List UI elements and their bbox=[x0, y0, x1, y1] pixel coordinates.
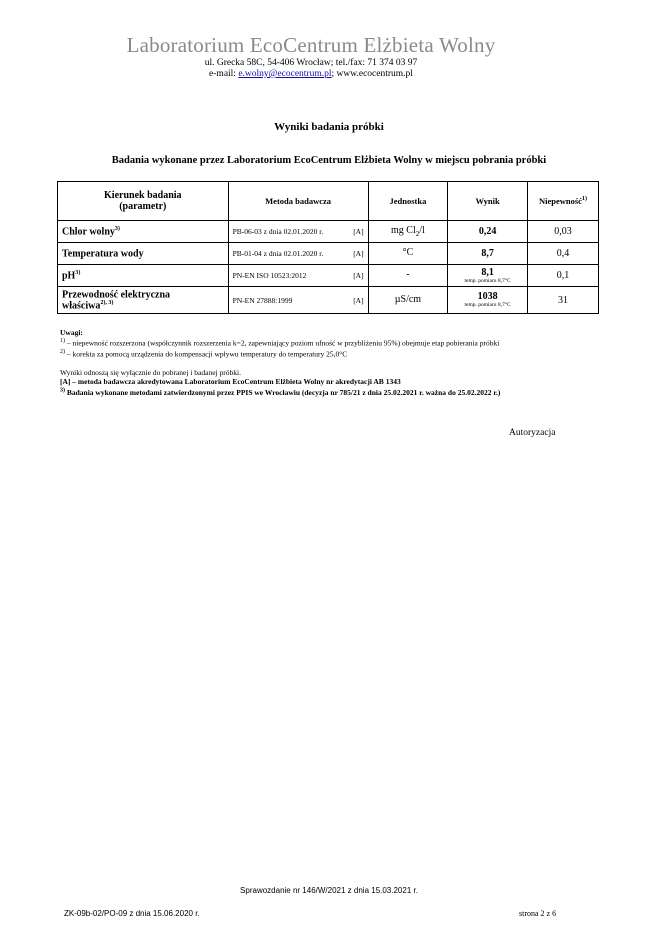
header-unit: Jednostka bbox=[368, 182, 448, 221]
result-value: 8,7 bbox=[481, 247, 494, 259]
row-unit: °C bbox=[368, 243, 448, 265]
method-name: PN-EN ISO 10523:2012 bbox=[232, 271, 307, 280]
row-result bbox=[448, 287, 528, 314]
report-number: Sprawozdanie nr 146/W/2021 z dnia 15.03.2021 r. bbox=[240, 886, 418, 895]
authorization-label: Autoryzacja bbox=[509, 428, 556, 438]
row-result bbox=[448, 221, 528, 243]
row-uncertainty: 31 bbox=[527, 287, 598, 314]
row-method bbox=[228, 221, 368, 243]
method-name: PN-EN 27888:1999 bbox=[232, 295, 293, 305]
row-uncertainty: 0,4 bbox=[527, 243, 598, 265]
lab-contact bbox=[0, 58, 622, 80]
result-value: 1038 bbox=[477, 291, 498, 302]
row-method bbox=[228, 265, 368, 287]
row-parameter: Przewodność elektryczna właściwa$^{2), 3)}$ bbox=[58, 287, 229, 314]
header-parameter: Kierunek badania (parametr) bbox=[58, 182, 229, 221]
lab-name: Laboratorium EcoCentrum Elżbieta Wolny bbox=[126, 33, 496, 57]
result-note: temp. pomiaru 8,7°C bbox=[464, 302, 511, 308]
row-parameter: Temperatura wody bbox=[58, 243, 229, 265]
method-name: PB-06-03 z dnia 02.01.2020 r. bbox=[232, 227, 324, 236]
form-code: ZK-09b-02/PO-09 z dnia 15.06.2020 r. bbox=[64, 909, 200, 918]
note-3: $^{3)}$ Badania wykonane metodami zatwierdzonymi przez PPIS we Wrocławiu (decyzja nr 785/21 z dnia 25.02.2021 r. ważna do 25.02.2022 r.) bbox=[60, 387, 501, 397]
row-uncertainty: 0,03 bbox=[527, 221, 598, 243]
results-table bbox=[57, 181, 599, 314]
row-unit: µS/cm bbox=[368, 287, 448, 314]
notes bbox=[60, 328, 600, 397]
result-note: temp. pomiaru 8,7°C bbox=[464, 277, 511, 284]
accreditation-mark: [A] bbox=[353, 249, 364, 258]
table-row bbox=[58, 243, 599, 265]
row-method bbox=[228, 287, 368, 314]
header-result: Wynik bbox=[448, 182, 528, 221]
row-parameter: $pH^{3)}$ bbox=[58, 265, 229, 287]
header-uncertainty: Niepewność$^{1)}$ bbox=[527, 182, 598, 221]
accreditation-mark: [A] bbox=[353, 295, 364, 305]
accreditation-note: [A] – metoda badawcza akredytowana Laboratorium EcoCentrum Elżbieta Wolny nr akredytacji AB 1343 bbox=[60, 377, 401, 386]
page-subtitle: Badania wykonane przez Laboratorium EcoCentrum Elżbieta Wolny w miejscu pobrania próbki bbox=[111, 155, 547, 166]
row-method bbox=[228, 243, 368, 265]
row-unit: mg $Cl_2/l$ bbox=[368, 221, 448, 243]
page-number: strona 2 z 6 bbox=[519, 909, 557, 918]
page-title: Wyniki badania próbki bbox=[274, 121, 384, 133]
table-row bbox=[58, 221, 599, 243]
table-row bbox=[58, 287, 599, 314]
lab-email-line bbox=[0, 69, 622, 80]
lab-address: ul. Grecka 58C, 54-406 Wrocław; tel./fax: 71 374 03 97 bbox=[204, 58, 418, 68]
header-method: Metoda badawcza bbox=[228, 182, 368, 221]
result-value: 8,1 bbox=[481, 266, 494, 278]
row-result bbox=[448, 265, 528, 287]
row-parameter: Chlor wolny$^{3)}$ bbox=[58, 221, 229, 243]
website: ; www.ecocentrum.pl bbox=[331, 69, 413, 79]
row-uncertainty: 0,1 bbox=[527, 265, 598, 287]
accreditation-mark: [A] bbox=[353, 227, 364, 236]
email-link[interactable]: e.wolny@ecocentrum.pl bbox=[238, 69, 332, 79]
result-value: 0,24 bbox=[478, 225, 497, 237]
table-row bbox=[58, 265, 599, 287]
results-info: Wyniki odnoszą się wyłącznie do pobranej i badanej próbki. bbox=[60, 368, 241, 377]
note-2: $^{2)}$ – korekta za pomocą urządzenia do kompensacji wpływu temperatury do temperatury 25,0°C bbox=[60, 348, 348, 358]
accreditation-mark: [A] bbox=[353, 271, 364, 280]
notes-heading: Uwagi: bbox=[60, 328, 83, 337]
method-name: PB-01-04 z dnia 02.01.2020 r. bbox=[232, 249, 324, 258]
row-result bbox=[448, 243, 528, 265]
table-header-row bbox=[58, 182, 599, 221]
note-1: $^{1)}$ – niepewność rozszerzona (współczynnik rozszerzenia k=2, zapewniający poziom ufność w przybliżeniu 95%) obejmuje etap pobierania próbki bbox=[60, 338, 500, 348]
email-prefix: e-mail: bbox=[209, 69, 239, 79]
row-unit: - bbox=[368, 265, 448, 287]
